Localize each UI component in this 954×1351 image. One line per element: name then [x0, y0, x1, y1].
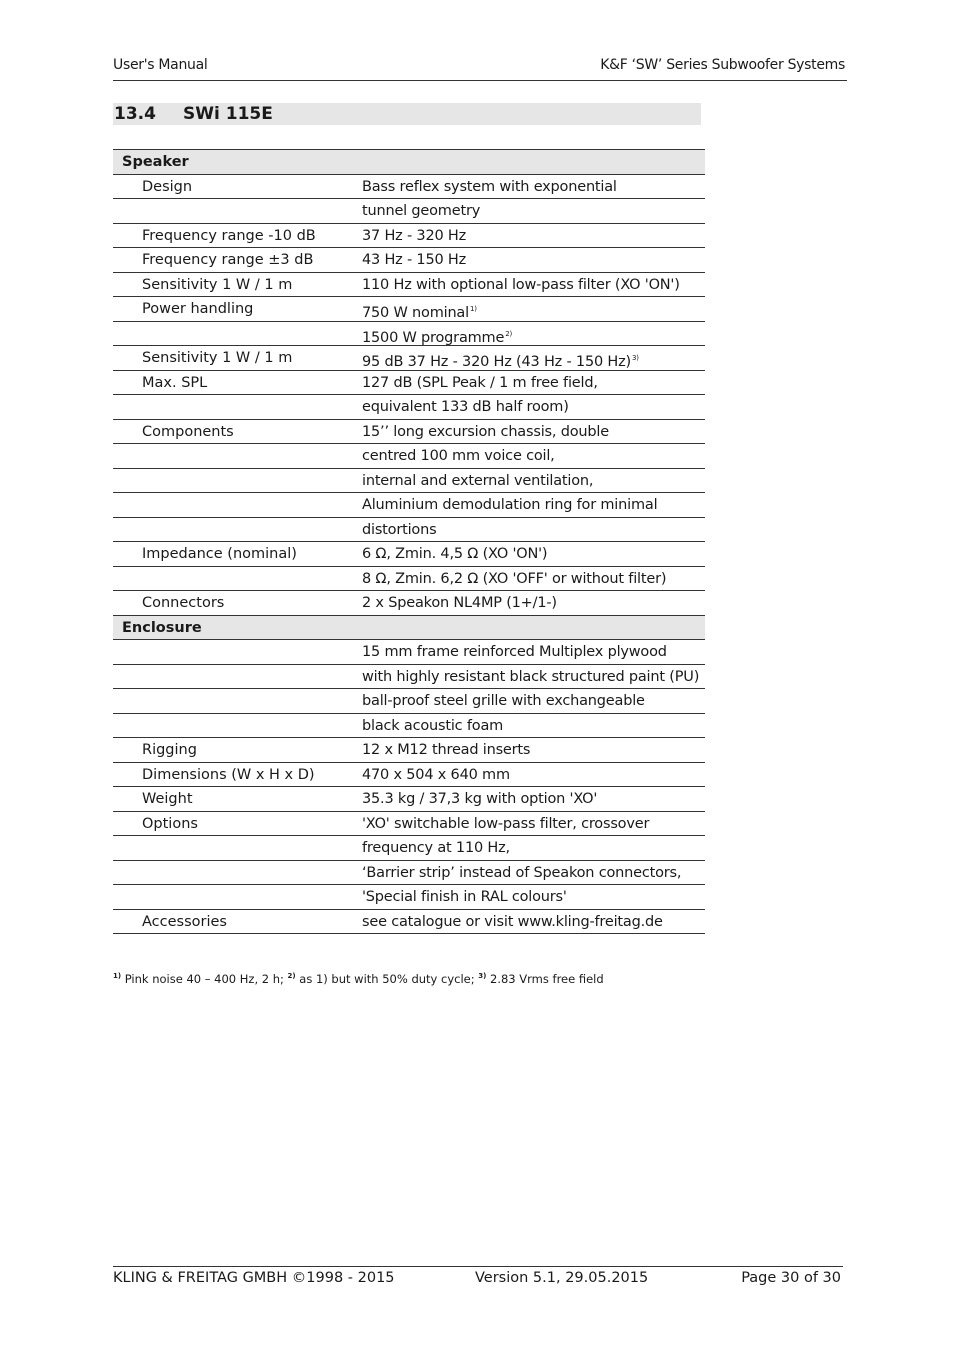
page-header	[113, 57, 847, 81]
spec-row	[113, 199, 705, 224]
footer-page-number: Page 30 of 30	[741, 1270, 841, 1286]
spec-row	[113, 861, 705, 886]
footnotes	[113, 972, 604, 986]
spec-value	[362, 738, 530, 762]
spec-value-text: 'Special finish in RAL colours'	[362, 889, 567, 905]
spec-value	[362, 567, 666, 591]
spec-value	[362, 493, 657, 517]
spec-value	[362, 444, 555, 468]
footnote-marker-2: 2)	[287, 972, 296, 980]
spec-value	[362, 199, 480, 223]
spec-value-text: 37 Hz - 320 Hz	[362, 227, 467, 244]
spec-value	[362, 395, 569, 419]
spec-row	[113, 395, 705, 420]
spec-row	[113, 812, 705, 837]
spec-value	[362, 714, 503, 738]
spec-label: Components	[142, 423, 234, 440]
spec-row	[113, 248, 705, 273]
footnote-marker-1: 1)	[113, 972, 122, 980]
section-number: 13.4	[114, 104, 156, 124]
spec-value-text: see catalogue or visit www.kling-freitag.de	[362, 913, 663, 930]
footnote-reference: 2)	[505, 329, 512, 338]
spec-row	[113, 297, 705, 322]
spec-label: Impedance (nominal)	[142, 546, 297, 562]
spec-value-text: black acoustic foam	[362, 717, 504, 734]
spec-value-text: 35.3 kg / 37,3 kg with option 'XO'	[362, 791, 598, 807]
footnote-text-1: Pink noise 40 – 400 Hz, 2 h;	[121, 972, 288, 986]
spec-value-text: ‘Barrier strip’ instead of Speakon connectors,	[362, 864, 682, 881]
spec-group-label: Enclosure	[122, 619, 202, 636]
spec-value-text: with highly resistant black structured paint (PU)	[362, 668, 700, 685]
spec-label: Sensitivity 1 W / 1 m	[142, 350, 293, 366]
spec-value-text: 470 x 504 x 640 mm	[362, 766, 510, 783]
spec-value-text: 15 mm frame reinforced Multiplex plywood	[362, 644, 667, 660]
spec-label: Options	[142, 815, 198, 832]
spec-row	[113, 714, 705, 739]
spec-value	[362, 518, 436, 542]
spec-value-text: 110 Hz with optional low-pass filter (XO 'ON')	[362, 276, 680, 293]
spec-label: Design	[142, 178, 193, 195]
spec-group-row	[113, 616, 705, 641]
footer-version: Version 5.1, 29.05.2015	[475, 1270, 649, 1286]
header-right-text: K&F ‘SW’ Series Subwoofer Systems	[600, 57, 845, 73]
spec-row	[113, 836, 705, 861]
spec-value-text: 8 Ω, Zmin. 6,2 Ω (XO 'OFF' or without filter)	[362, 570, 667, 587]
spec-value	[362, 542, 547, 566]
spec-value	[362, 665, 699, 689]
spec-label: Dimensions (W x H x D)	[142, 766, 315, 783]
spec-value	[362, 689, 645, 713]
spec-value	[362, 591, 557, 615]
spec-row	[113, 518, 705, 543]
spec-value-text: 'XO' switchable low-pass filter, crossover	[362, 815, 650, 832]
spec-value	[362, 836, 510, 860]
spec-row	[113, 420, 705, 445]
spec-row	[113, 910, 705, 935]
spec-value-text: 43 Hz - 150 Hz	[362, 252, 467, 268]
section-title: SWi 115E	[183, 104, 273, 124]
header-left-text: User's Manual	[113, 57, 208, 73]
spec-value-text: 127 dB (SPL Peak / 1 m free field,	[362, 374, 598, 391]
spec-value	[362, 420, 609, 444]
spec-value	[362, 787, 597, 811]
spec-value-text: 12 x M12 thread inserts	[362, 742, 531, 758]
spec-value	[362, 861, 681, 885]
spec-value-text: distortions	[362, 521, 437, 538]
spec-value-text: frequency at 110 Hz,	[362, 840, 510, 856]
spec-label: Accessories	[142, 913, 227, 930]
spec-row	[113, 493, 705, 518]
spec-value	[362, 273, 680, 297]
footnote-reference: 1)	[469, 305, 477, 313]
spec-value	[362, 248, 466, 272]
spec-value	[362, 885, 567, 909]
spec-label: Power handling	[142, 301, 254, 317]
spec-value	[362, 371, 598, 395]
spec-row	[113, 224, 705, 249]
spec-row	[113, 175, 705, 200]
spec-label: Sensitivity 1 W / 1 m	[142, 276, 293, 293]
spec-row	[113, 371, 705, 396]
footnote-text-2: as 1) but with 50% duty cycle;	[295, 972, 479, 986]
page-footer	[113, 1266, 843, 1291]
spec-row	[113, 689, 705, 714]
spec-value-text: 6 Ω, Zmin. 4,5 Ω (XO 'ON')	[362, 546, 548, 562]
spec-value-text: 95 dB 37 Hz - 320 Hz (43 Hz - 150 Hz)	[362, 354, 631, 370]
spec-value-text: 15’’ long excursion chassis, double	[362, 423, 609, 440]
spec-row	[113, 542, 705, 567]
spec-label: Frequency range -10 dB	[142, 227, 316, 244]
section-heading	[113, 103, 701, 125]
spec-row	[113, 738, 705, 763]
spec-value-text: internal and external ventilation,	[362, 472, 594, 489]
spec-table	[113, 149, 705, 934]
spec-value-text: 750 W nominal	[362, 305, 469, 321]
spec-value	[362, 812, 649, 836]
spec-value-text: Aluminium demodulation ring for minimal	[362, 497, 658, 513]
spec-row	[113, 322, 705, 347]
spec-value	[362, 469, 593, 493]
spec-row	[113, 885, 705, 910]
spec-row	[113, 444, 705, 469]
spec-value-text: centred 100 mm voice coil,	[362, 448, 555, 464]
footnote-reference: 3)	[632, 354, 639, 362]
spec-row	[113, 591, 705, 616]
spec-label: Rigging	[142, 742, 197, 758]
spec-row	[113, 469, 705, 494]
footnote-text-3: 2.83 Vrms free field	[486, 972, 604, 986]
spec-value-text: 1500 W programme	[362, 329, 505, 346]
spec-value-text: equivalent 133 dB half room)	[362, 399, 569, 415]
spec-value	[362, 910, 663, 934]
spec-value-text: Bass reflex system with exponential	[362, 178, 617, 195]
spec-value	[362, 224, 466, 248]
spec-label: Weight	[142, 791, 193, 807]
spec-row	[113, 763, 705, 788]
spec-row	[113, 346, 705, 371]
spec-row	[113, 640, 705, 665]
spec-row	[113, 273, 705, 298]
spec-row	[113, 567, 705, 592]
spec-value-text: tunnel geometry	[362, 203, 481, 219]
spec-label: Frequency range ±3 dB	[142, 252, 314, 268]
spec-label: Connectors	[142, 595, 225, 611]
spec-value	[362, 640, 667, 664]
spec-row	[113, 665, 705, 690]
spec-value	[362, 763, 510, 787]
spec-group-label: Speaker	[122, 154, 189, 170]
spec-value-text: 2 x Speakon NL4MP (1+/1-)	[362, 595, 557, 611]
spec-value-text: ball-proof steel grille with exchangeable	[362, 693, 645, 709]
spec-group-row	[113, 150, 705, 175]
spec-row	[113, 787, 705, 812]
footnote-marker-3: 3)	[478, 972, 487, 980]
footer-company: KLING & FREITAG GMBH ©1998 - 2015	[113, 1270, 395, 1286]
spec-label: Max. SPL	[142, 374, 208, 391]
spec-value	[362, 175, 617, 199]
